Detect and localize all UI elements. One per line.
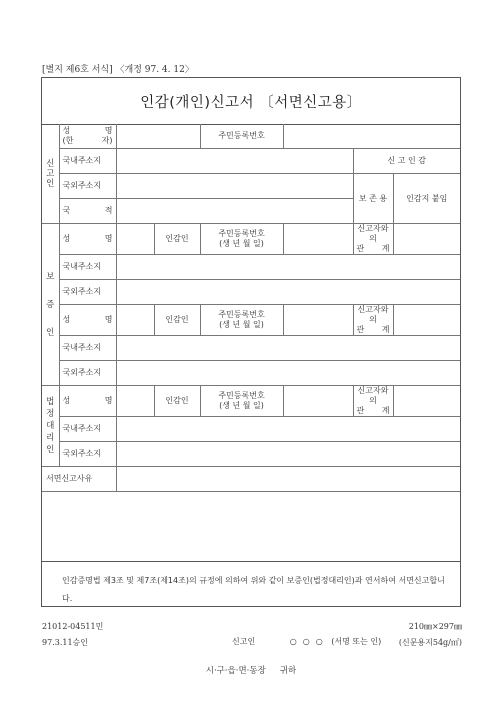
legal-rep-overseas-address-field[interactable]: [116, 442, 460, 467]
guarantor2-relation-field[interactable]: [393, 305, 460, 336]
guarantor1-relation-field[interactable]: [393, 224, 460, 255]
guarantor1-resident-no-label: 주민등록번호 (생 년 월 일): [200, 224, 283, 255]
form-grid: [42, 124, 460, 492]
guarantor2-overseas-address-field[interactable]: [116, 361, 460, 386]
seal-attach-box[interactable]: 인감지 붙임: [393, 174, 460, 224]
applicant-name-field[interactable]: [116, 124, 200, 149]
legal-rep-relation-label: 신고자와의 관 계: [353, 386, 393, 417]
storage-label: 보 존 용: [353, 174, 393, 224]
form-code: 21012-04511민: [42, 622, 104, 631]
applicant-overseas-address-label: 국외주소지: [59, 174, 116, 199]
footer-left: [42, 619, 103, 651]
declaration-section: [42, 561, 460, 683]
guarantor2-domestic-address-field[interactable]: [116, 336, 460, 361]
signer-label: 신고인: [232, 637, 256, 646]
applicant-resident-no-field[interactable]: [283, 124, 460, 149]
guarantor1-overseas-address-label: 국외주소지: [59, 280, 116, 305]
signer-note: (서명 또는 인): [331, 637, 382, 646]
guarantor1-domestic-address-label: 국내주소지: [59, 255, 116, 280]
legal-rep-domestic-address-label: 국내주소지: [59, 417, 116, 442]
applicant-nationality-label: 국 적: [59, 199, 116, 224]
applicant-seal-area-label: 신 고 인 감: [353, 149, 460, 174]
declaration-text: 인감증명법 제3조 및 제7조(제14조)의 규정에 의하여 위와 같이 보증인(법정대리인)과 연서하여 서면신고합니다.: [62, 576, 445, 603]
guarantor2-name-label: 성 명: [59, 305, 116, 336]
applicant-resident-no-label: 주민등록번호: [200, 124, 283, 149]
guarantor-section-label: 보 증 인: [42, 224, 59, 386]
guarantor2-domestic-address-label: 국내주소지: [59, 336, 116, 361]
guarantor1-overseas-address-field[interactable]: [116, 280, 460, 305]
guarantor2-resident-no-field[interactable]: [283, 305, 353, 336]
form-number-note: [별지 제6호 서식] 〈개정 97. 4. 12〉: [42, 65, 194, 75]
guarantor2-overseas-address-label: 국외주소지: [59, 361, 116, 386]
legal-rep-resident-no-field[interactable]: [283, 386, 353, 417]
guarantor1-name-label: 성 명: [59, 224, 116, 255]
legal-rep-seal-label: 인감인: [154, 386, 200, 417]
legal-rep-relation-field[interactable]: [393, 386, 460, 417]
paper-spec: (신문용지54g/㎡): [398, 638, 462, 647]
guarantor1-seal-label: 인감인: [154, 224, 200, 255]
applicant-name-label: 성 명 (한 자): [59, 124, 116, 149]
legal-rep-section-label: 법 정 대 리 인: [42, 386, 59, 467]
guarantor1-relation-label: 신고자와의 관 계: [353, 224, 393, 255]
applicant-domestic-address-label: 국내주소지: [59, 149, 116, 174]
guarantor1-domestic-address-field[interactable]: [116, 255, 460, 280]
legal-rep-resident-no-label: 주민등록번호 (생 년 월 일): [200, 386, 283, 417]
addressee-line: [42, 664, 460, 676]
guarantor2-name-field[interactable]: [116, 305, 154, 336]
applicant-nationality-field[interactable]: [116, 199, 353, 224]
reason-field[interactable]: [116, 467, 460, 492]
guarantor1-resident-no-field[interactable]: [283, 224, 353, 255]
guarantor2-seal-label: 인감인: [154, 305, 200, 336]
applicant-section-label: 신 고 인: [42, 124, 59, 224]
approval-date: 97.3.11승인: [42, 638, 88, 647]
applicant-domestic-address-field[interactable]: [116, 149, 353, 174]
footer-right: [399, 619, 462, 651]
guarantor2-relation-label: 신고자와의 관 계: [353, 305, 393, 336]
addressee-suffix: 귀하: [279, 666, 297, 676]
signature-line: [232, 636, 381, 647]
guarantor2-resident-no-label: 주민등록번호 (생 년 월 일): [200, 305, 283, 336]
form-title: 인감(개인)신고서 〔서면신고용〕: [42, 78, 460, 125]
legal-rep-name-field[interactable]: [116, 386, 154, 417]
reason-label: 서면신고사유: [42, 467, 116, 492]
addressee-title: 시·구·읍·면·동장: [205, 666, 266, 676]
signer-mark[interactable]: ○○○: [289, 637, 329, 646]
applicant-overseas-address-field[interactable]: [116, 174, 353, 199]
guarantor1-name-field[interactable]: [116, 224, 154, 255]
paper-size: 210㎜×297㎜: [408, 622, 462, 631]
legal-rep-domestic-address-field[interactable]: [116, 417, 460, 442]
legal-rep-name-label: 성 명: [59, 386, 116, 417]
legal-rep-overseas-address-label: 국외주소지: [59, 442, 116, 467]
